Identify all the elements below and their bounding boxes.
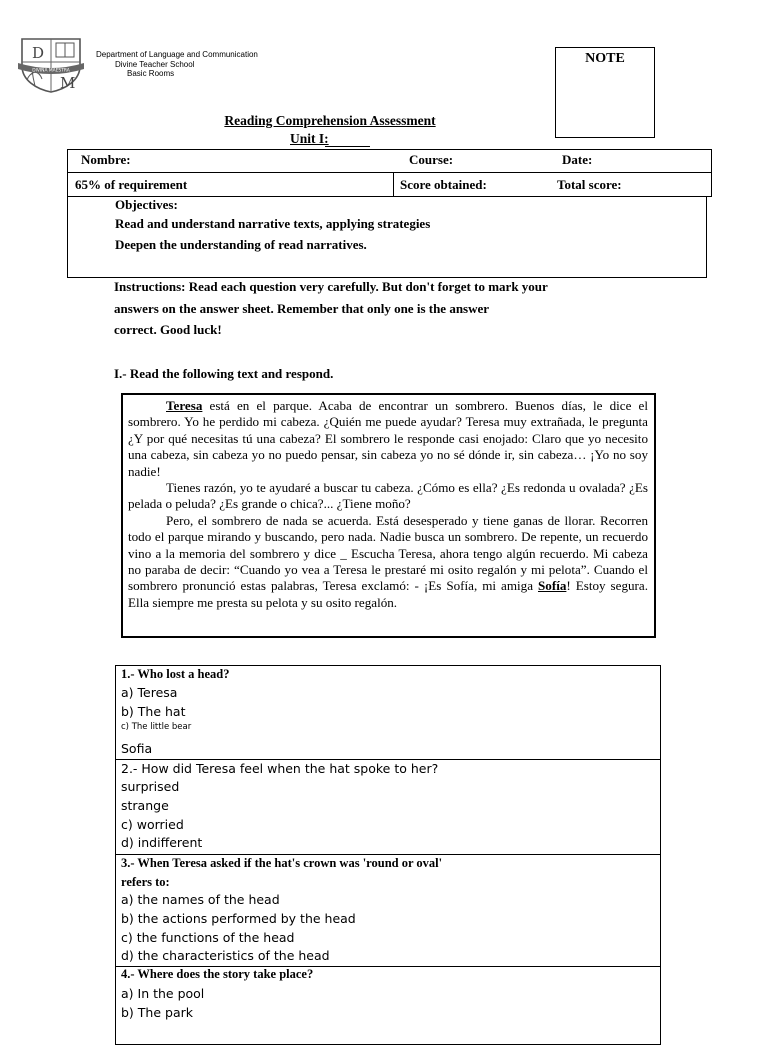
name-field[interactable]: Nombre: bbox=[81, 152, 131, 167]
answer-option[interactable]: c) the functions of the head bbox=[121, 930, 295, 945]
date-field[interactable]: Date: bbox=[562, 152, 593, 167]
course-field[interactable]: Course: bbox=[409, 152, 454, 167]
character-name: Sofía bbox=[538, 578, 567, 594]
svg-text:D: D bbox=[32, 44, 45, 62]
objectives-heading: Objectives: bbox=[115, 197, 178, 212]
score-obtained-field[interactable]: Score obtained: bbox=[400, 177, 487, 192]
school-crest-icon bbox=[18, 36, 84, 94]
question-1: 1.- Who lost a head? bbox=[121, 667, 230, 681]
question-divider bbox=[116, 854, 660, 855]
passage-paragraph: Pero, el sombrero de nada se acuerda. Está desesperado y tiene ganas de llorar. Recorren todo el parque mirando y buscando, pero nada. Nadie busca un sombrero. De repente, un recuerdo vino a la memoria del sombrero y dice _ Escucha Teresa, ahora tengo algún recuerdo. Mi cabeza no paraba de decir: “Cuando yo vea a Teresa le prestaré mi osito regalón y mi pelota”. Cuando el sombrero pronunció estas palabras, Teresa exclamó: - ¡Es Sofía, mi amiga Sofía! Estoy segura. Ella siempre me presta su pelota y su osito regalón. bbox=[128, 512, 648, 610]
section-heading: I.- Read the following text and respond. bbox=[114, 366, 334, 381]
answer-option[interactable]: a) In the pool bbox=[121, 986, 205, 1001]
answer-option[interactable]: b) The hat bbox=[121, 704, 186, 719]
character-name: Teresa bbox=[166, 398, 203, 413]
note-label: NOTE bbox=[585, 51, 625, 66]
answer-option[interactable]: d) the characteristics of the head bbox=[121, 948, 330, 963]
assessment-title: Reading Comprehension Assessment bbox=[224, 113, 436, 128]
answer-option[interactable]: strange bbox=[121, 798, 169, 813]
question-3: 3.- When Teresa asked if the hat's crown was 'round or oval' bbox=[121, 856, 443, 870]
instructions-line: answers on the answer sheet. Remember that only one is the answer bbox=[114, 301, 490, 316]
unit-blank-line bbox=[325, 146, 370, 147]
answer-option[interactable]: c) worried bbox=[121, 817, 184, 832]
instructions-line: Instructions: Read each question very carefully. But don't forget to mark your bbox=[114, 279, 548, 294]
unit-label: Unit I: bbox=[290, 131, 329, 146]
objective-item: Read and understand narrative texts, applying strategies bbox=[115, 216, 431, 231]
basic-rooms-line: Basic Rooms bbox=[127, 69, 175, 78]
answer-option[interactable]: d) indifferent bbox=[121, 835, 203, 850]
svg-text:DIVINA MAESTRA: DIVINA MAESTRA bbox=[32, 68, 70, 74]
answer-option[interactable]: a) the names of the head bbox=[121, 892, 280, 907]
answer-option[interactable]: a) Teresa bbox=[121, 685, 178, 700]
department-line: Department of Language and Communication bbox=[96, 50, 258, 59]
question-divider bbox=[116, 759, 660, 760]
passage-paragraph: Teresa está en el parque. Acaba de encontrar un sombrero. Buenos días, le dice el sombrero. Yo he perdido mi cabeza. ¿Quién me puede ayudar? Teresa muy extrañada, le pregunta ¿Y por qué necesitas tú una cabeza? El sombrero le responde casi enojado: Claro que yo necesito una cabeza, sin cabeza yo no puedo pensar, sin cabeza yo no sé dónde ir, sin cabeza… ¡Yo no soy nadie! bbox=[128, 398, 648, 479]
question-4: 4.- Where does the story take place? bbox=[121, 967, 314, 981]
table-divider bbox=[68, 172, 711, 173]
answer-option[interactable]: b) The park bbox=[121, 1005, 193, 1020]
school-name: Divine Teacher School bbox=[115, 60, 195, 69]
requirement-label: 65% of requirement bbox=[75, 177, 188, 192]
question-3-continued: refers to: bbox=[121, 875, 170, 889]
answer-option[interactable]: Sofia bbox=[121, 741, 153, 756]
instructions-line: correct. Good luck! bbox=[114, 322, 222, 337]
answer-option[interactable]: c) The little bear bbox=[121, 722, 192, 732]
table-divider bbox=[393, 172, 394, 196]
answer-option[interactable]: b) the actions performed by the head bbox=[121, 911, 356, 926]
objective-item: Deepen the understanding of read narratives. bbox=[115, 237, 367, 252]
questions-table bbox=[115, 665, 661, 1045]
total-score-field[interactable]: Total score: bbox=[557, 177, 622, 192]
student-info-table bbox=[67, 149, 712, 197]
passage-paragraph: Tienes razón, yo te ayudaré a buscar tu cabeza. ¿Cómo es ella? ¿Es redonda u ovalada? ¿Es pelada o peluda? ¿Es grande o chica?... ¿Tiene moño? bbox=[128, 480, 648, 512]
objectives-box bbox=[67, 196, 707, 278]
answer-option[interactable]: surprised bbox=[121, 779, 180, 794]
reading-passage bbox=[121, 393, 656, 638]
school-logo bbox=[18, 36, 84, 94]
svg-text:M: M bbox=[60, 74, 76, 92]
question-2: 2.- How did Teresa feel when the hat spoke to her? bbox=[121, 761, 439, 776]
